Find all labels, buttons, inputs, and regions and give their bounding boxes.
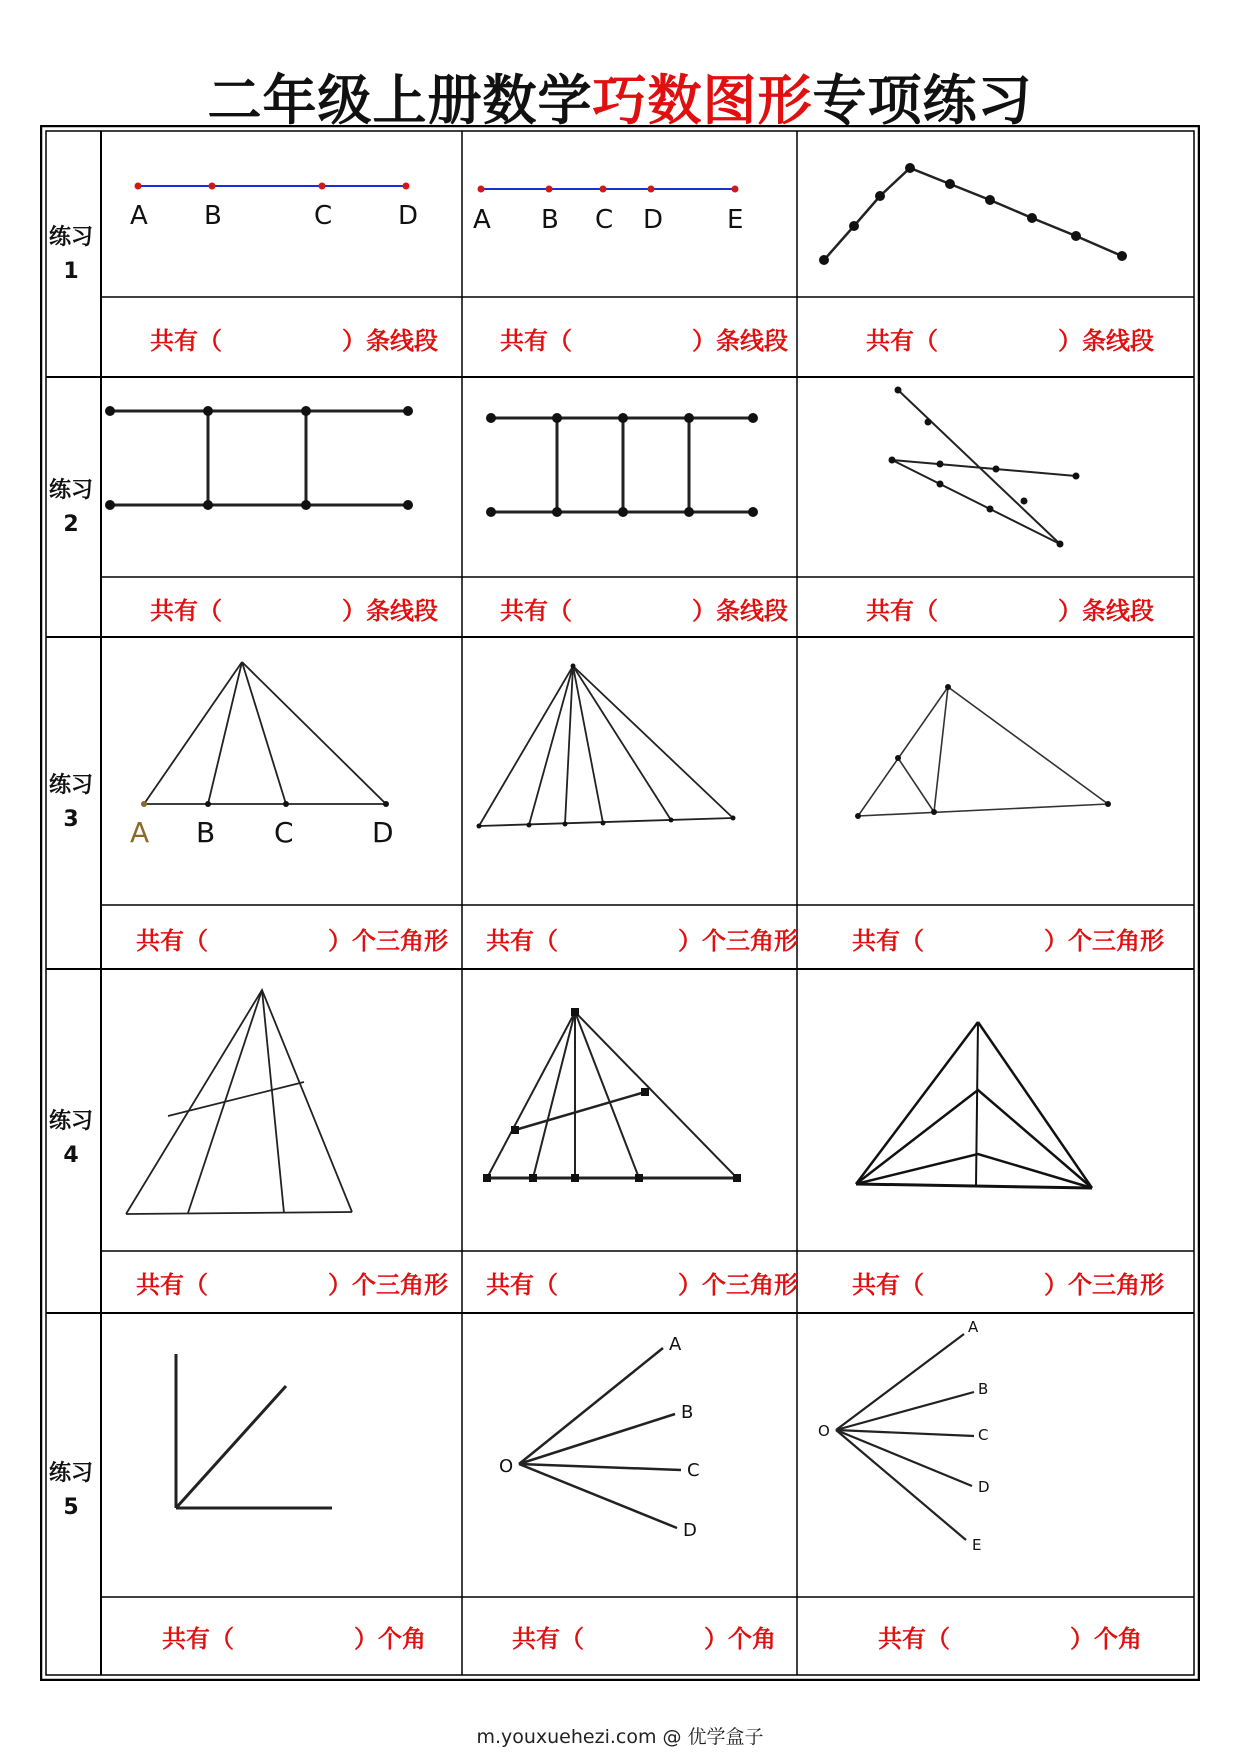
ray-label-d: D — [978, 1478, 990, 1496]
point-label-c: C — [595, 205, 614, 235]
answer-r4-c1: 共有（ ）个三角形 — [136, 1271, 448, 1299]
answer-r4-c3: 共有（ ）个三角形 — [852, 1271, 1164, 1299]
page-title — [0, 58, 1240, 135]
figure-r3-c1-triangle-abcd — [102, 638, 462, 905]
point-label-c: C — [274, 816, 294, 849]
row-label-3-number: 3 — [63, 807, 79, 832]
figure-r1-c1-segment-abcd — [102, 132, 462, 297]
answer-r1-c2: 共有（ ）条线段 — [500, 327, 788, 355]
figure-r4-c3-nested-triangles — [798, 970, 1194, 1251]
row-label-1-word: 练习 — [48, 225, 93, 250]
ray-label-c: C — [687, 1460, 700, 1481]
figure-r1-c2-segment-abcde — [463, 132, 797, 297]
point-label-a: A — [130, 816, 150, 849]
figure-r5-c3-rays-abcde — [798, 1314, 1194, 1597]
row-label-4 — [48, 1105, 94, 1173]
point-label-c: C — [314, 201, 333, 231]
figure-r3-c3-split-triangle — [798, 638, 1194, 905]
point-label-a: A — [130, 201, 148, 231]
footer-source: m.youxuehezi.com @ 优学盒子 — [476, 1726, 764, 1748]
worksheet-table — [40, 125, 1200, 1681]
title-part-1: 二年级上册数学 — [207, 69, 593, 132]
row-label-3 — [48, 769, 94, 837]
figure-r3-c2-fan-triangle — [463, 638, 797, 905]
title-part-3: 专项练习 — [812, 69, 1033, 132]
row-label-5 — [48, 1457, 94, 1525]
figure-r5-c1-right-angle — [102, 1314, 462, 1597]
point-label-b: B — [196, 816, 216, 849]
row-label-3-word: 练习 — [48, 773, 93, 798]
ray-label-o: O — [499, 1456, 514, 1477]
figure-r4-c1-cut-triangle — [102, 970, 462, 1251]
ray-label-d: D — [683, 1520, 697, 1541]
answer-r3-c2: 共有（ ）个三角形 — [486, 927, 798, 955]
row-label-2-word: 练习 — [48, 478, 93, 503]
title-highlight: 巧数图形 — [592, 69, 813, 132]
row-label-5-number: 5 — [63, 1495, 79, 1520]
row-label-1 — [48, 221, 94, 289]
point-label-d: D — [643, 205, 664, 235]
answer-r2-c1: 共有（ ）条线段 — [150, 597, 438, 625]
row-label-1-number: 1 — [63, 259, 79, 284]
figure-r4-c2-fan-triangle-cut — [463, 970, 797, 1251]
ray-label-e: E — [972, 1536, 982, 1554]
row-label-2 — [48, 474, 94, 542]
figure-r2-c2-ladder — [463, 378, 797, 577]
row-label-4-word: 练习 — [48, 1109, 93, 1134]
row-label-4-number: 4 — [63, 1143, 79, 1168]
answer-r5-c1: 共有（ ）个角 — [162, 1625, 426, 1653]
point-label-b: B — [541, 205, 559, 235]
figure-r5-c2-rays-abcd — [463, 1314, 797, 1597]
point-label-d: D — [398, 201, 419, 231]
answer-r5-c3: 共有（ ）个角 — [878, 1625, 1142, 1653]
answer-r1-c1: 共有（ ）条线段 — [150, 327, 438, 355]
answer-r1-c3: 共有（ ）条线段 — [866, 327, 1154, 355]
ray-label-a: A — [968, 1318, 979, 1336]
point-label-b: B — [204, 201, 222, 231]
point-label-d: D — [372, 816, 394, 849]
answer-r2-c2: 共有（ ）条线段 — [500, 597, 788, 625]
answer-r3-c3: 共有（ ）个三角形 — [852, 927, 1164, 955]
answer-r2-c3: 共有（ ）条线段 — [866, 597, 1154, 625]
ray-label-o: O — [818, 1422, 830, 1440]
row-label-5-word: 练习 — [48, 1461, 93, 1486]
figure-r1-c3-broken-line — [798, 132, 1194, 297]
ray-label-b: B — [978, 1380, 989, 1398]
answer-r5-c2: 共有（ ）个角 — [512, 1625, 776, 1653]
point-label-a: A — [473, 205, 491, 235]
row-label-2-number: 2 — [63, 512, 79, 537]
figure-r2-c1-ladder — [102, 378, 462, 577]
figure-r2-c3-crossing-lines — [798, 378, 1194, 577]
ray-label-a: A — [669, 1334, 682, 1355]
point-label-e: E — [727, 205, 744, 235]
answer-r4-c2: 共有（ ）个三角形 — [486, 1271, 798, 1299]
ray-label-c: C — [978, 1426, 989, 1444]
answer-r3-c1: 共有（ ）个三角形 — [136, 927, 448, 955]
ray-label-b: B — [681, 1402, 694, 1423]
